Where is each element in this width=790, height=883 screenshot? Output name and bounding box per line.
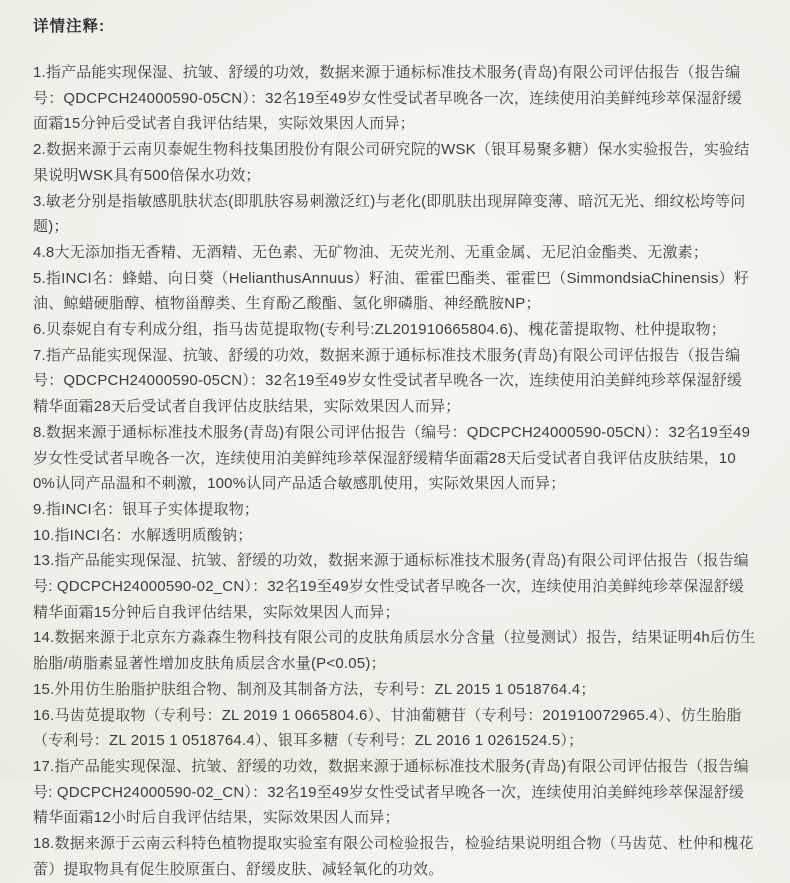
notes-list (33, 60, 757, 883)
note-item: 17.指产品能实现保湿、抗皱、舒缓的功效，数据来源于通标标准技术服务(青岛)有限公司评估报告（报告编号: QDCPCH24000590-02_CN）：32名19至49岁女性受试者早晚各一次，连续使用泊美鲜纯珍萃保湿舒缓精华面霜12小时后自我评估结果，实际效果因人而异； (33, 757, 749, 827)
note-item: 7.指产品能实现保湿、抗皱、舒缓的功效，数据来源于通标标准技术服务(青岛)有限公司评估报告（报告编号：QDCPCH24000590-05CN）：32名19至49岁女性受试者早晚各一次，连续使用泊美鲜纯珍萃保湿舒缓精华面霜28天后受试者自我评估皮肤结果，实际效果因人而异； (33, 346, 743, 416)
note-item: 18.数据来源于云南云科特色植物提取实验室有限公司检验报告，检验结果说明组合物（马齿苋、杜仲和槐花蕾）提取物具有促生胶原蛋白、舒缓皮肤、减轻氧化的功效。 (33, 835, 754, 878)
note-item: 15.外用仿生胎脂护肤组合物、制剂及其制备方法，专利号：ZL 2015 1 0518764.4； (33, 680, 596, 698)
note-item: 6.贝泰妮自有专利成分组，指马齿苋提取物(专利号:ZL201910665804.6)、槐花蕾提取物、杜仲提取物； (33, 321, 726, 339)
note-item: 10.指INCI名：水解透明质酸钠； (33, 526, 253, 544)
note-item: 3.敏老分别是指敏感肌肤状态(即肌肤容易刺激泛红)与老化(即肌肤出现屏障变薄、暗沉无光、细纹松垮等问题)； (33, 192, 746, 236)
note-item: 1.指产品能实现保湿、抗皱、舒缓的功效，数据来源于通标标准技术服务(青岛)有限公司评估报告（报告编号：QDCPCH24000590-05CN）：32名19至49岁女性受试者早晚各一次，连续使用泊美鲜纯珍萃保湿舒缓面霜15分钟后受试者自我评估结果，实际效果因人而异； (33, 64, 743, 133)
note-item: 14.数据来源于北京东方淼森生物科技有限公司的皮肤角质层水分含量（拉曼测试）报告，结果证明4h后仿生胎脂/萌脂素显著性增加皮肤角质层含水量(P<0.05)； (33, 629, 756, 673)
note-item: 9.指INCI名：银耳子实体提取物； (33, 500, 260, 518)
note-item: 16.马齿苋提取物（专利号：ZL 2019 1 0665804.6）、甘油葡糖苷（专利号：201910072965.4）、仿生胎脂（专利号：ZL 2015 1 0518764.4）、银耳多糖（专利号：ZL 2016 1 0261524.5）； (33, 706, 742, 750)
note-item: 8.数据来源于通标标准技术服务(青岛)有限公司评估报告（编号：QDCPCH24000590-05CN）：32名19至49岁女性受试者早晚各一次，连续使用泊美鲜纯珍萃保湿舒缓精华面霜28天后受试者自我评估皮肤结果，100%认同产品温和不刺激，100%认同产品适合敏感肌使用，实际效果因人而异； (33, 423, 751, 493)
note-item: 2.数据来源于云南贝泰妮生物科技集团股份有限公司研究院的WSK（银耳易聚多糖）保水实验报告，实验结果说明WSK具有500倍保水功效； (33, 141, 750, 184)
note-item: 4.8大无添加指无香精、无酒精、无色素、无矿物油、无荧光剂、无重金属、无尼泊金酯类、无激素； (33, 243, 709, 261)
page-title: 详情注释: (33, 18, 106, 35)
note-item: 13.指产品能实现保湿、抗皱、舒缓的功效，数据来源于通标标准技术服务(青岛)有限公司评估报告（报告编号: QDCPCH24000590-02_CN）：32名19至49岁女性受试者早晚各一次，连续使用泊美鲜纯珍萃保湿舒缓精华面霜15分钟后自我评估结果，实际效果因人而异； (33, 552, 749, 621)
note-item: 5.指INCI名：蜂蜡、向日葵（HelianthusAnnuus）籽油、霍霍巴酯类、霍霍巴（SimmondsiaChinensis）籽油、鲸蜡硬脂醇、植物甾醇类、生育酚乙酸酯、氢化卵磷脂、神经酰胺NP； (33, 269, 750, 313)
